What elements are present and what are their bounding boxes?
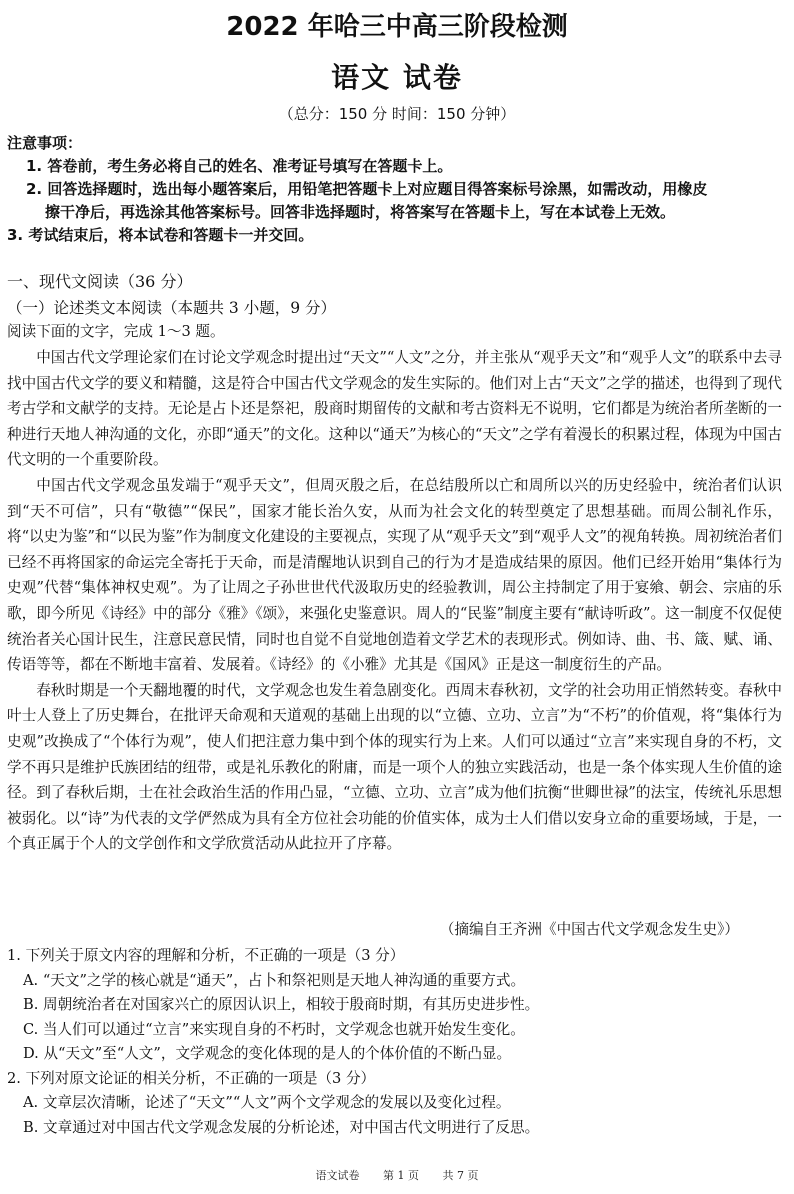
exam-meta: （总分：150 分 时间：150 分钟） — [278, 105, 516, 123]
passage-source: （摘编自王齐洲《中国古代文学观念发生史》） — [439, 921, 739, 938]
question-option: D. 从“天文”至“人文”，文学观念的变化体现的是人的个体价值的不断凸显。 — [23, 1045, 512, 1062]
notice-heading: 注意事项： — [7, 134, 83, 152]
question-option: A. “天文”之学的核心就是“通天”，占卜和祭祀则是天地人神沟通的重要方式。 — [23, 971, 526, 989]
question-option: B. 周朝统治者在对国家兴亡的原因认识上，相较于殷商时期，有其历史进步性。 — [23, 996, 540, 1013]
footer-subject: 语文试卷 — [315, 1169, 360, 1182]
section-heading: 一、现代文阅读（36 分） — [7, 272, 193, 291]
notice-item-continued: 擦干净后，再选涂其他答案标号。回答非选择题时，将答案写在答题卡上，写在本试卷上无效。 — [45, 203, 676, 221]
notice-item: 2. 回答选择题时，选出每小题答案后，用铅笔把答题卡上对应题目得答案标号涂黑，如需改动，用橡皮 — [26, 180, 708, 198]
question-option: C. 当人们可以通过“立言”来实现自身的不朽时，文学观念也就开始发生变化。 — [23, 1020, 525, 1038]
passage-paragraph: 春秋时期是一个天翻地覆的时代，文学观念也发生着急剧变化。西周末春秋初，文学的社会功用正悄然转变。春秋中叶士人登上了历史舞台，在批评天命观和天道观的基础上出现的以“立德、立功、立言”为“不朽”的价值观，将“集体行为史观”改换成了“个体行为观”，使人们把注意力集中到个体的现实行为上来。人们可以通过“立言”来实现自身的不朽，文学不再只是维护氏族团结的纽带，或是礼乐教化的附庸，而是一项个人的独立实践活动，也是一条个体实现人生价值的途径。到了春秋后期，士在社会政治生活的作用凸显，“立德、立功、立言”成为他们抗衡“世卿世禄”的法宝，传统礼乐思想被弱化。以“诗”为代表的文学俨然成为具有全方位社会功能的价值实体，成为士人们借以安身立命的重要场域，于是，一个真正属于个人的文学创作和文学欣赏活动从此拉开了序幕。 — [7, 681, 782, 853]
reading-passage — [7, 345, 782, 857]
notice-block — [7, 132, 787, 247]
passage-paragraph: 中国古代文学理论家们在讨论文学观念时提出过“天文”“人文”之分，并主张从“观乎天文”和“观乎人文”的联系中去寻找中国古代文学的要义和精髓，这是符合中国古代文学观念的发生实际的。他们对上古“天文”之学的描述，也得到了现代考古学和文献学的支持。无论是占卜还是祭祀，殷商时期留传的文献和考古资料无不说明，它们都是为统治者所垄断的一种进行天地人神沟通的文化，亦即“通天”的文化。这种以“通天”为核心的“天文”之学有着漫长的积累过程，体现为中国古代文明的一个重要阶段。 — [7, 349, 782, 469]
footer-total-pages: 共 7 页 — [442, 1169, 479, 1182]
question-stem: 1. 下列关于原文内容的理解和分析，不正确的一项是（3 分） — [7, 947, 405, 964]
exam-subject: 语文 试卷 — [331, 61, 463, 94]
question-option: B. 文章通过对中国古代文学观念发展的分析论述，对中国古代文明进行了反思。 — [23, 1118, 540, 1136]
footer-page-number: 第 1 页 — [383, 1169, 419, 1182]
question-list — [7, 944, 787, 1140]
notice-item: 1. 答卷前，考生务必将自己的姓名、准考证号填写在答题卡上。 — [26, 157, 453, 175]
notice-item: 3. 考试结束后，将本试卷和答题卡一并交回。 — [7, 226, 314, 244]
question-option: A. 文章层次清晰，论述了“天文”“人文”两个文学观念的发展以及变化过程。 — [23, 1094, 511, 1111]
subsection-heading: （一）论述类文本阅读（本题共 3 小题，9 分） — [7, 299, 337, 317]
question-stem: 2. 下列对原文论证的相关分析，不正确的一项是（3 分） — [7, 1069, 376, 1087]
passage-paragraph: 中国古代文学观念虽发端于“观乎天文”，但周灭殷之后，在总结殷所以亡和周所以兴的历史经验中，统治者们认识到“天不可信”，只有“敬德”“保民”，国家才能长治久安，从而为社会文化的转型奠定了思想基础。而周公制礼作乐，将“以史为鉴”和“以民为鉴”作为制度文化建设的主要视点，实现了从“观乎天文”到“观乎人文”的视角转换。周初统治者们已经不再将国家的命运完全寄托于天命，而是清醒地认识到自己的行为才是造成结果的原因。他们已经开始用“集体行为史观”代替“集体神权史观”。为了让周之子孙世世代代汲取历史的经验教训，周公主持制定了用于宴飨、朝会、宗庙的乐歌，即今所见《诗经》中的部分《雅》《颂》，来强化史鉴意识。周人的“民鉴”制度主要有“献诗听政”。这一制度不仅促使统治者关心国计民生，注意民意民情，同时也自觉不自觉地创造着文学艺术的表现形式。例如诗、曲、书、箴、赋、诵、传语等等，都在不断地丰富着、发展着。《诗经》的《小雅》尤其是《国风》正是这一制度衍生的产品。 — [7, 476, 782, 674]
reading-instruction: 阅读下面的文字，完成 1～3 题。 — [7, 323, 225, 340]
exam-title: 2022 年哈三中高三阶段检测 — [226, 12, 568, 42]
page-footer — [0, 1168, 794, 1184]
